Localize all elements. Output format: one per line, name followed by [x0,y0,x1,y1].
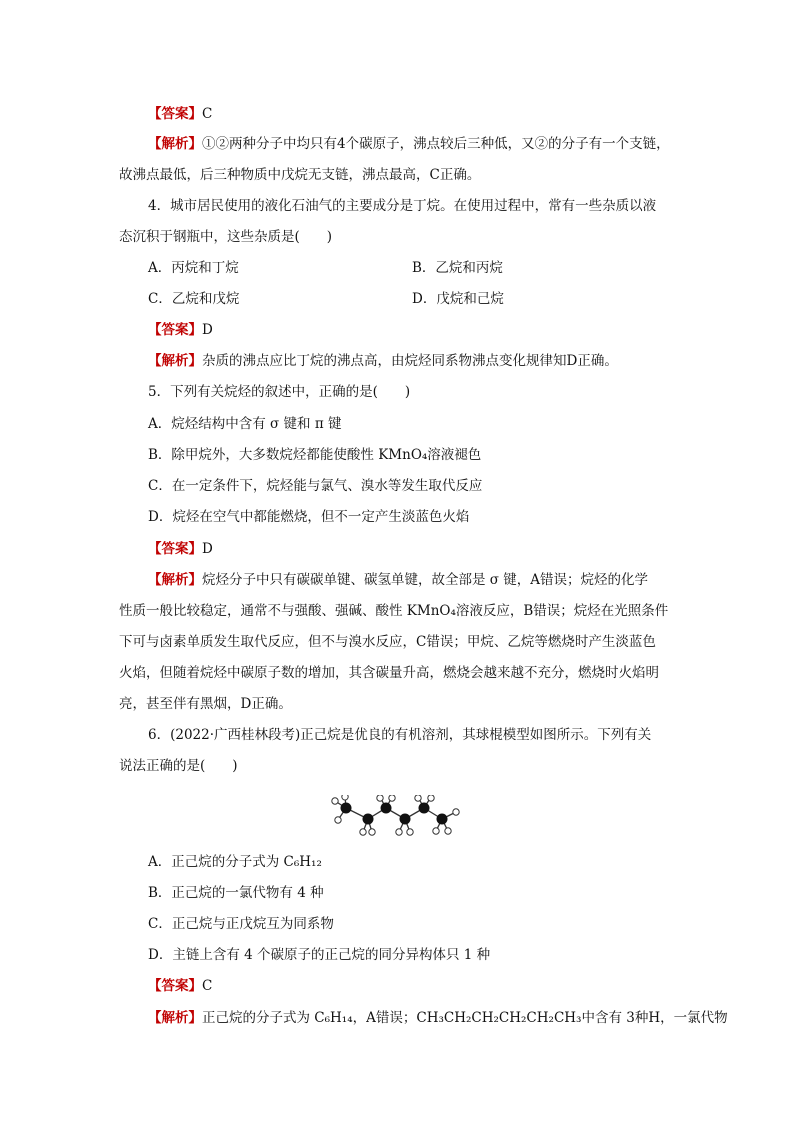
option-d: D．戊烷和己烷 [412,291,504,307]
analysis-tag: 【解析】 [148,572,202,588]
answer-line [148,104,212,124]
answer-line [148,539,213,559]
answer-line [148,976,212,996]
option-c: C．在一定条件下，烷烃能与氯气、溴水等发生取代反应 [148,478,483,494]
option-c: C．乙烷和戊烷 [148,291,240,307]
analysis-line: 性质一般比较稳定，通常不与强酸、强碱、酸性 KMnO₄溶液反应，B错误；烷烃在光照条件 [119,603,669,619]
option-a: A．丙烷和丁烷 [148,260,239,276]
answer-tag: 【答案】 [148,978,202,994]
analysis-line [148,351,618,371]
analysis-text: 烷烃分子中只有碳碳单键、碳氢单键，故全部是 σ 键，A错误；烷烃的化学 [202,572,649,588]
hexane-ball-stick-model [328,795,468,855]
answer-line [148,320,213,340]
answer-tag: 【答案】 [148,106,202,122]
analysis-line: 火焰，但随着烷烃中碳原子数的增加，其含碳量升高，燃烧会越来越不充分，燃烧时火焰明 [119,665,659,681]
answer-text: D [202,322,213,338]
option-b: B．正己烷的一氯代物有 4 种 [148,885,324,901]
analysis-line: 亮，甚至伴有黑烟，D正确。 [119,696,292,712]
option-b: B．乙烷和丙烷 [412,260,503,276]
analysis-text: ①②两种分子中均只有4个碳原子，沸点较后三种低，又②的分子有一个支链， [202,136,670,152]
answer-text: D [202,541,213,557]
option-c: C．正己烷与正戊烷互为同系物 [148,916,334,932]
question-stem: 4．城市居民使用的液化石油气的主要成分是丁烷。在使用过程中，常有一些杂质以液 [148,198,657,214]
analysis-line [148,570,648,590]
answer-tag: 【答案】 [148,322,202,338]
option-d: D．主链上含有 4 个碳原子的正己烷的同分异构体只 1 种 [148,947,491,963]
analysis-text: 正己烷的分子式为 C₆H₁₄，A错误；CH₃CH₂CH₂CH₂CH₂CH₃中含有 3种H，一氯代物 [202,1010,728,1026]
analysis-tag: 【解析】 [148,1010,202,1026]
answer-text: C [202,106,213,122]
option-b: B．除甲烷外，大多数烷烃都能使酸性 KMnO₄溶液褪色 [148,447,482,463]
analysis-text: 杂质的沸点应比丁烷的沸点高，由烷烃同系物沸点变化规律知D正确。 [202,353,618,369]
answer-text: C [202,978,213,994]
analysis-tag: 【解析】 [148,136,202,152]
option-a: A．烷烃结构中含有 σ 键和 π 键 [148,416,342,432]
question-stem: 6．(2022·广西桂林段考)正己烷是优良的有机溶剂，其球棍模型如图所示。下列有关 [148,727,652,743]
option-d: D．烷烃在空气中都能燃烧，但不一定产生淡蓝色火焰 [148,509,470,525]
question-stem: 说法正确的是( ) [119,758,238,774]
answer-tag: 【答案】 [148,541,202,557]
analysis-line [148,134,670,154]
question-stem: 5．下列有关烷烃的叙述中，正确的是( ) [148,384,411,400]
bonds [335,796,456,832]
question-stem: 态沉积于钢瓶中，这些杂质是( ) [119,229,333,245]
analysis-line [148,1008,728,1028]
analysis-line: 故沸点最低，后三种物质中戊烷无支链，沸点最高，C正确。 [119,167,481,183]
analysis-tag: 【解析】 [148,353,202,369]
option-a: A．正己烷的分子式为 C₆H₁₂ [148,854,322,870]
analysis-line: 下可与卤素单质发生取代反应，但不与溴水反应，C错误；甲烷、乙烷等燃烧时产生淡蓝色 [119,634,656,650]
